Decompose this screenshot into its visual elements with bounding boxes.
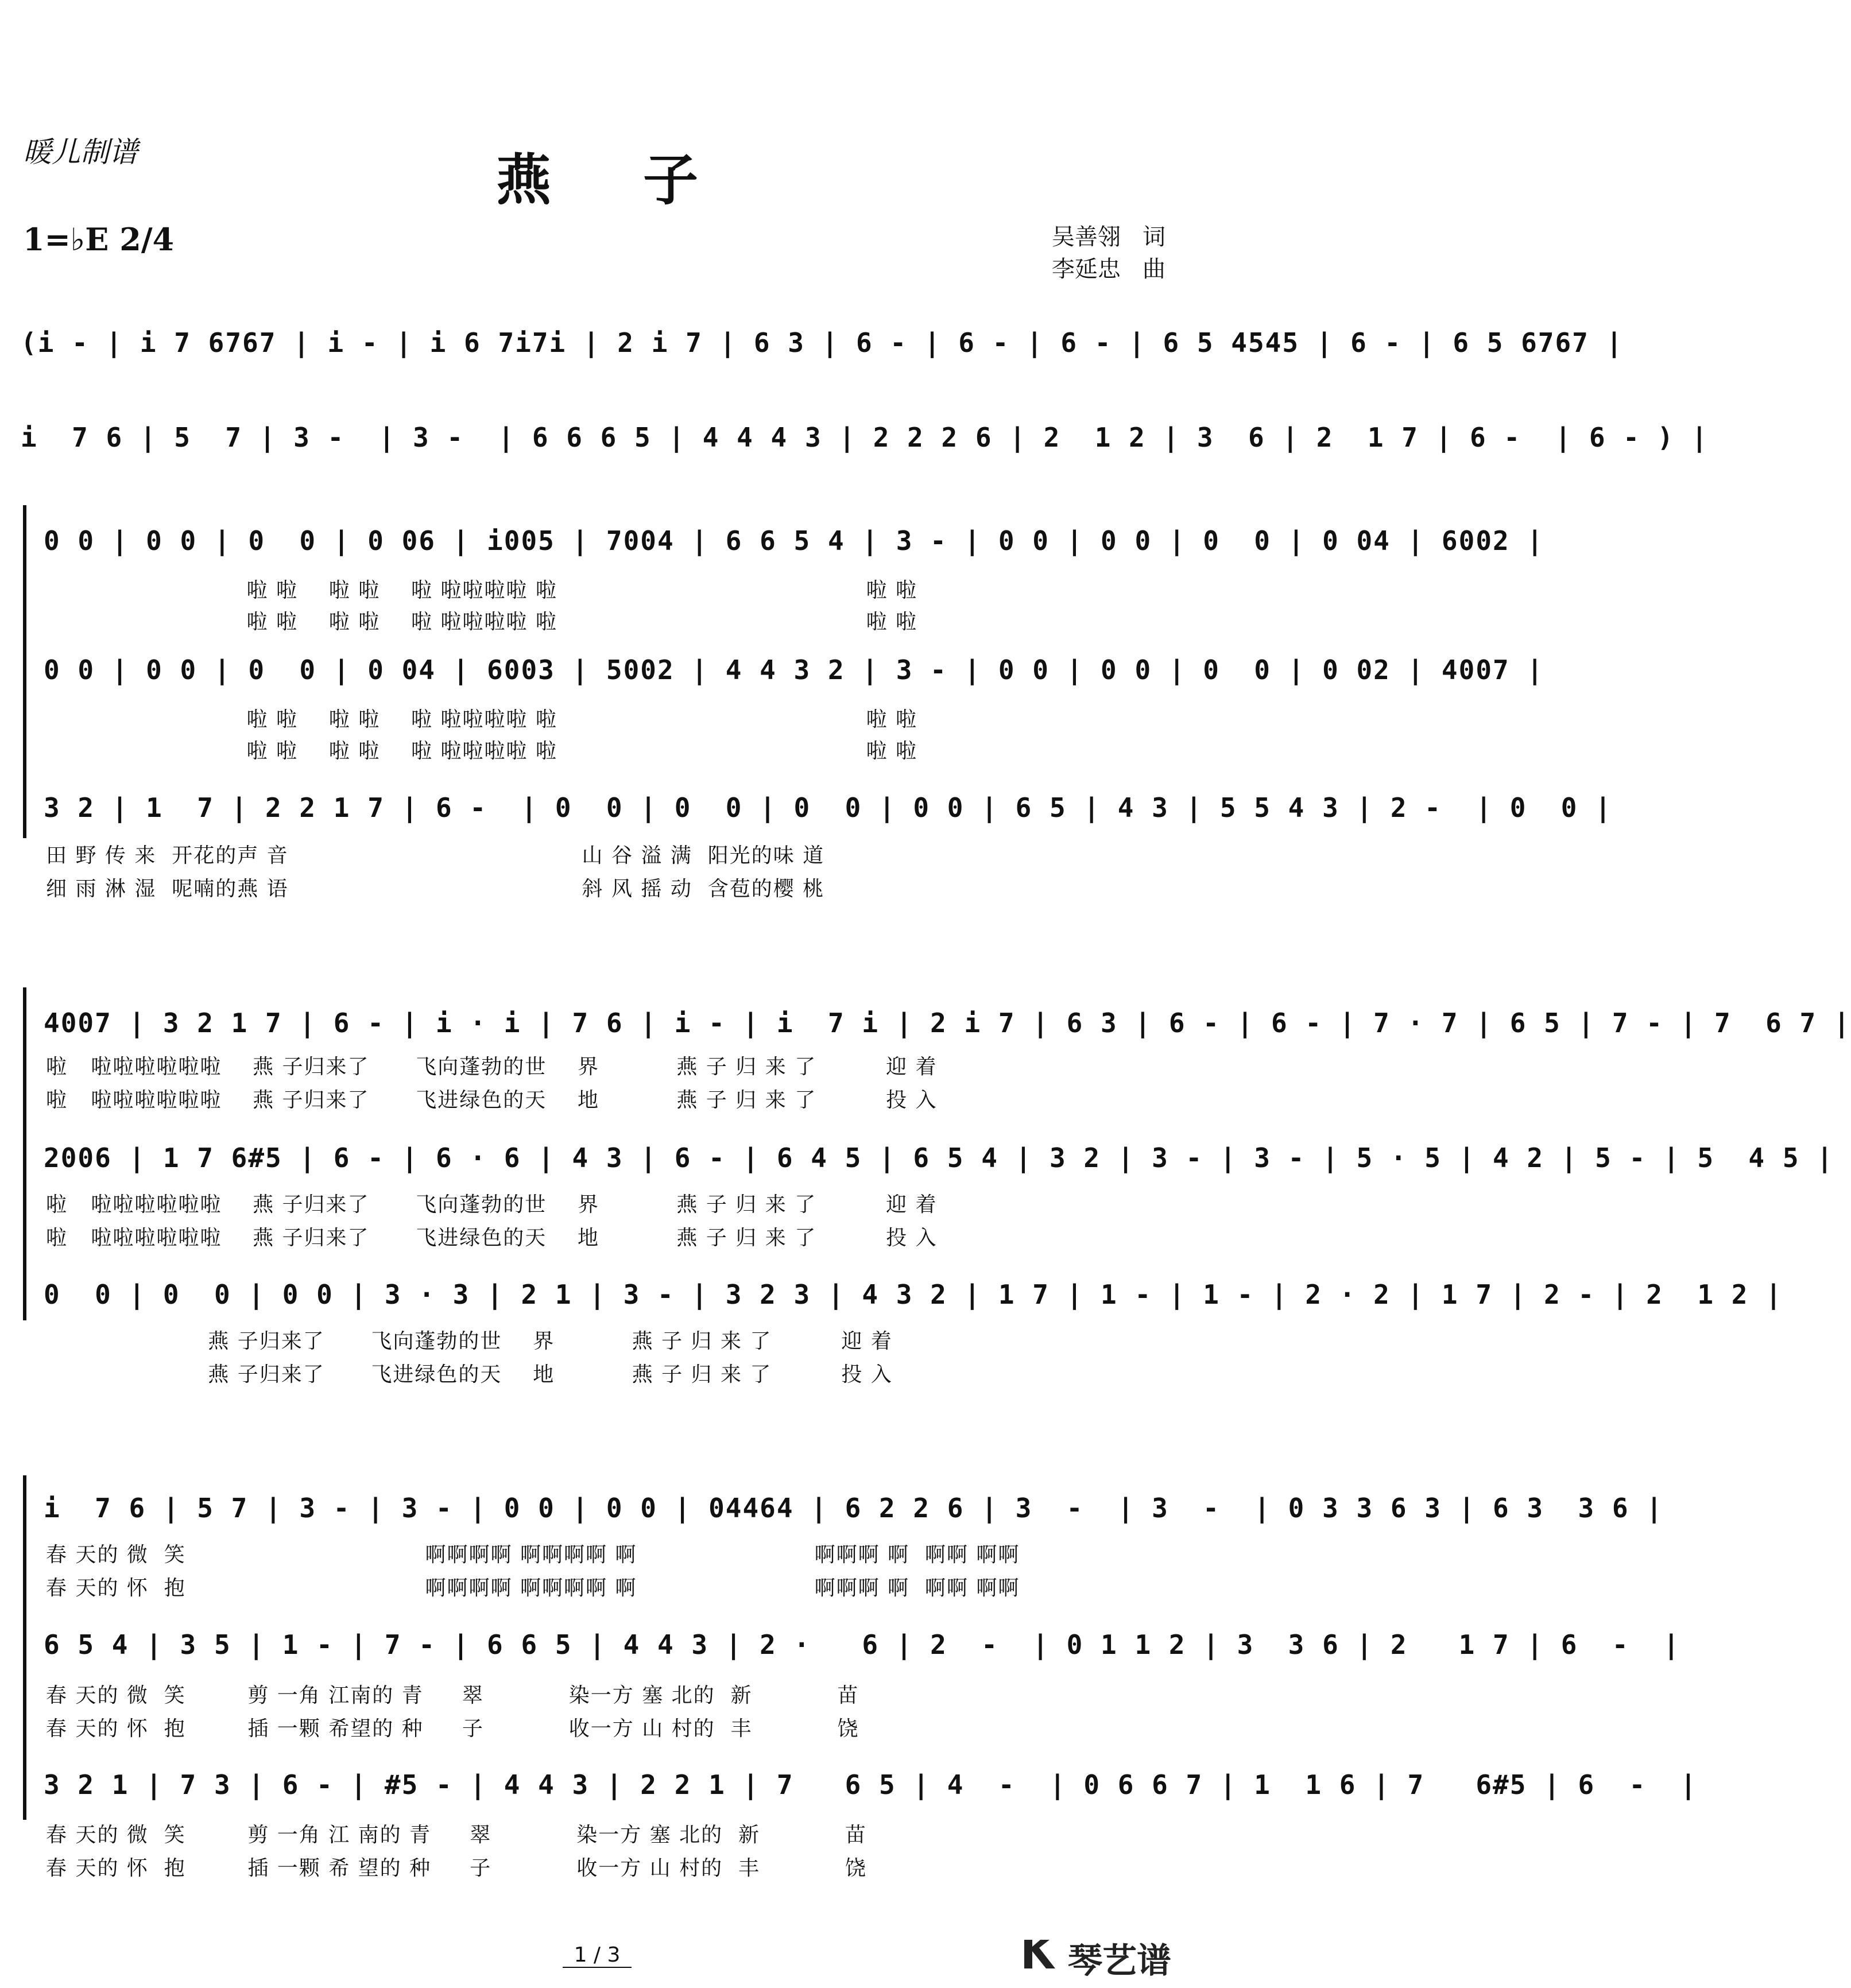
system3-part3-notes: 3 2 1 | 7 3 | 6 - | #5 - | 4 4 3 | 2 2 1 | 7 6 5 | 4 - | 0 6 6 7 | 1 1 6 | 7 6#5 | 6 - | [44,1769,1698,1800]
lyricist: 吴善翎 词 [1051,224,1165,250]
system1-part1-lyric1: 啦 啦 啦 啦 啦 啦啦啦啦 啦 啦 啦 [46,579,918,602]
page-title: 燕子 [496,148,790,212]
system2-part2-lyric2: 啦 啦啦啦啦啦啦 燕 子归来了 飞进绿色的天 地 燕 子 归 来 了 投 入 [46,1226,938,1250]
brand-mark-icon [1020,1934,1060,1983]
system2-part3-notes: 0 0 | 0 0 | 0 0 | 3 · 3 | 2 1 | 3 - | 3 2 3 | 4 3 2 | 1 7 | 1 - | 1 - | 2 · 2 | 1 7 | 2 - | 2 1 2 | [44,1279,1783,1310]
system-brace [23,505,26,838]
brand-logo [1020,1933,1171,1983]
system3-part3-lyric2: 春 天的 怀 抱 插 一颗 希 望的 种 子 收一方 山 村的 丰 饶 [46,1857,867,1880]
system1-part2-lyric1: 啦 啦 啦 啦 啦 啦啦啦啦 啦 啦 啦 [46,708,918,731]
composer: 李延忠 曲 [1051,256,1165,282]
maker-credit: 暖儿制谱 [23,135,138,169]
system3-part2-lyric1: 春 天的 微 笑 剪 一角 江南的 青 翠 染一方 塞 北的 新 苗 [46,1684,859,1707]
system3-part2-lyric2: 春 天的 怀 抱 插 一颗 希望的 种 子 收一方 山 村的 丰 饶 [46,1717,859,1741]
system3-part2-notes: 6 5 4 | 3 5 | 1 - | 7 - | 6 6 5 | 4 4 3 | 2 · 6 | 2 - | 0 1 1 2 | 3 3 6 | 2 1 7 | 6 - | [44,1629,1680,1660]
system2-part3-lyric1: 燕 子归来了 飞向蓬勃的世 界 燕 子 归 来 了 迎 着 [46,1330,893,1353]
system1-part2-lyric2: 啦 啦 啦 啦 啦 啦啦啦啦 啦 啦 啦 [46,739,918,763]
system3-part3-lyric1: 春 天的 微 笑 剪 一角 江 南的 青 翠 染一方 塞 北的 新 苗 [46,1823,867,1847]
system3-part1-notes: i 7 6 | 5 7 | 3 - | 3 - | 0 0 | 0 0 | 04464 | 6 2 2 6 | 3 - | 3 - | 0 3 3 6 3 | 6 3 3 6 | [44,1493,1663,1524]
system2-part1-notes: 4007 | 3 2 1 7 | 6 - | i · i | 7 6 | i - | i 7 i | 2 i 7 | 6 3 | 6 - | 6 - | 7 · 7 | 6 5 | 7 - | 7 6 7 | [44,1007,1851,1038]
system1-part3-notes: 3 2 | 1 7 | 2 2 1 7 | 6 - | 0 0 | 0 0 | 0 0 | 0 0 | 6 5 | 4 3 | 5 5 4 3 | 2 - | 0 0 | [44,792,1612,823]
system1-part3-lyric2: 细 雨 淋 湿 呢喃的燕 语 斜 风 摇 动 含苞的樱 桃 [46,877,825,901]
intro-line-2: i 7 6 | 5 7 | 3 - | 3 - | 6 6 6 5 | 4 4 4 3 | 2 2 2 6 | 2 1 2 | 3 6 | 2 1 7 | 6 - | 6 - ) | [21,422,1709,453]
system1-part2-notes: 0 0 | 0 0 | 0 0 | 0 04 | 6003 | 5002 | 4 4 3 2 | 3 - | 0 0 | 0 0 | 0 0 | 0 02 | 4007 | [44,654,1544,685]
page-number-text: 1 / 3 [563,1943,632,1968]
system1-part1-notes: 0 0 | 0 0 | 0 0 | 0 06 | i005 | 7004 | 6 6 5 4 | 3 - | 0 0 | 0 0 | 0 0 | 0 04 | 6002 | [44,525,1544,556]
system3-part1-lyric2: 春 天的 怀 抱 啊啊啊啊 啊啊啊啊 啊 啊啊啊 啊 啊啊 啊啊 [46,1576,1020,1600]
system1-part3-lyric1: 田 野 传 来 开花的声 音 山 谷 溢 满 阳光的味 道 [46,844,825,867]
intro-line-1: (i - | i 7 6767 | i - | i 6 7i7i | 2 i 7 | 6 3 | 6 - | 6 - | 6 - | 6 5 4545 | 6 - | 6 5 6767 | [21,327,1624,358]
system2-part3-lyric2: 燕 子归来了 飞进绿色的天 地 燕 子 归 来 了 投 入 [46,1363,893,1386]
page-number [0,1943,1194,1967]
brand-name: 琴艺谱 [1068,1941,1171,1981]
system2-part2-lyric1: 啦 啦啦啦啦啦啦 燕 子归来了 飞向蓬勃的世 界 燕 子 归 来 了 迎 着 [46,1193,938,1216]
system2-part1-lyric1: 啦 啦啦啦啦啦啦 燕 子归来了 飞向蓬勃的世 界 燕 子 归 来 了 迎 着 [46,1055,938,1079]
system-brace [23,987,26,1320]
system2-part1-lyric2: 啦 啦啦啦啦啦啦 燕 子归来了 飞进绿色的天 地 燕 子 归 来 了 投 入 [46,1088,938,1112]
system2-part2-notes: 2006 | 1 7 6#5 | 6 - | 6 · 6 | 4 3 | 6 - | 6 4 5 | 6 5 4 | 3 2 | 3 - | 3 - | 5 · 5 | 4 2 | 5 - | 5 4 5 | [44,1142,1834,1173]
credits [1052,221,1165,285]
key-signature: 1=♭E 2/4 [23,221,175,258]
system1-part1-lyric2: 啦 啦 啦 啦 啦 啦啦啦啦 啦 啦 啦 [46,610,918,634]
system-brace [23,1475,26,1820]
system3-part1-lyric1: 春 天的 微 笑 啊啊啊啊 啊啊啊啊 啊 啊啊啊 啊 啊啊 啊啊 [46,1543,1020,1567]
